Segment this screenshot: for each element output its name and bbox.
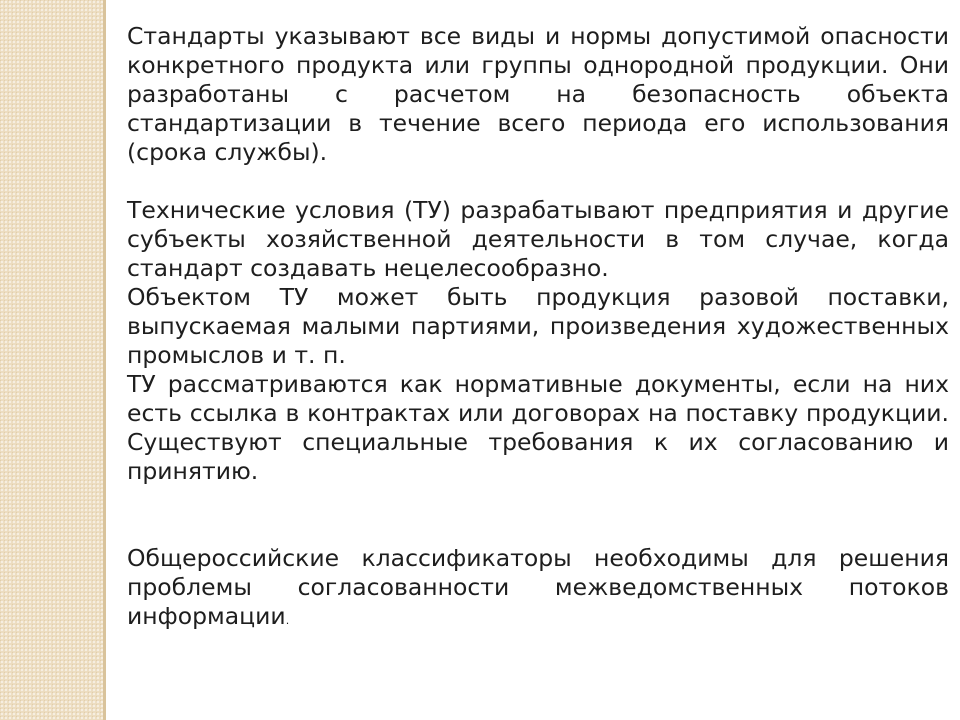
decorative-side-band (0, 0, 103, 720)
paragraph-classifiers (127, 544, 949, 635)
paragraph-spacer (127, 167, 949, 196)
paragraph-classifiers-period: . (285, 614, 290, 627)
side-band-edge (103, 0, 106, 720)
paragraph-tu-normative: ТУ рассматриваются как нормативные документы, если на них есть ссылка в контрактах или договорах на поставку продукции. Существуют специальные требования к их согласованию и принятию. (127, 370, 949, 485)
paragraph-classifiers-text: Общероссийские классификаторы необходимы для решения проблемы согласованности межведомственных потоков информации (127, 544, 949, 630)
paragraph-spacer (127, 486, 949, 544)
paragraph-technical-conditions: Технические условия (ТУ) разрабатывают предприятия и другие субъекты хозяйственной деятельности в том случае, когда стандарт создавать нецелесообразно. (127, 196, 949, 282)
slide-text-body (127, 22, 949, 635)
paragraph-tu-object: Объектом ТУ может быть продукция разовой поставки, выпускаемая малыми партиями, произведения художественных промыслов и т. п. (127, 283, 949, 369)
paragraph-standards: Стандарты указывают все виды и нормы допустимой опасности конкретного продукта или группы однородной продукции. Они разработаны с расчетом на безопасность объекта стандартизации в течение всего периода его использования (срока службы). (127, 22, 949, 166)
